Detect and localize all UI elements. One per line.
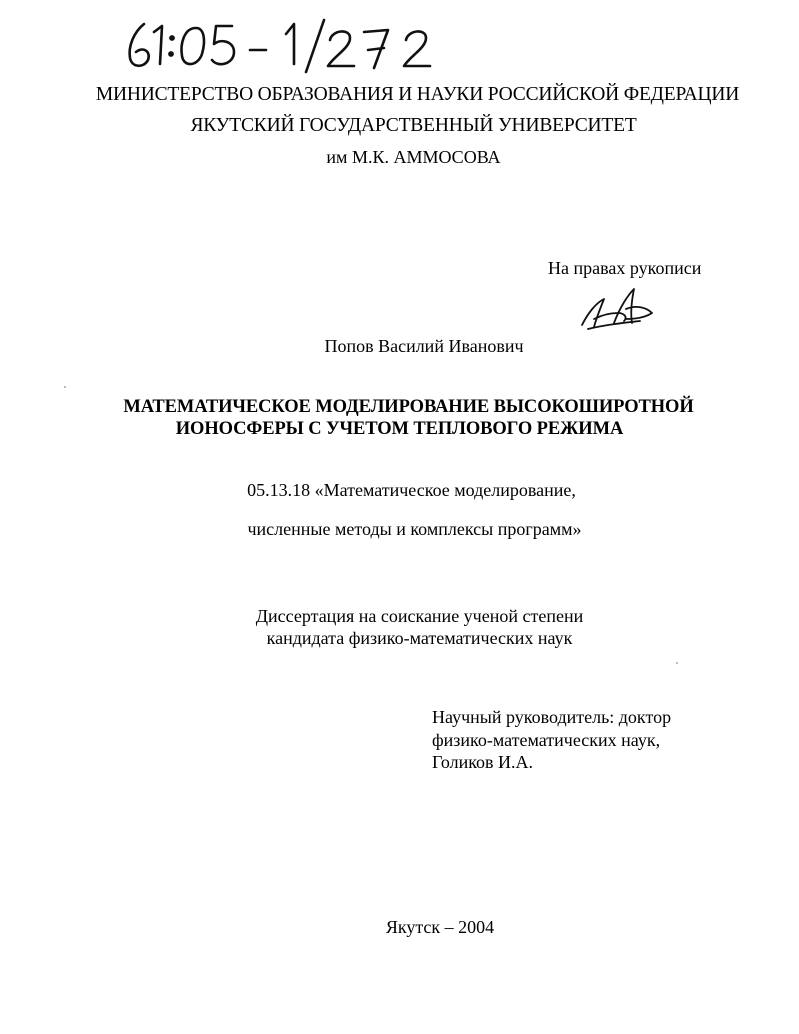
specialty-line: 05.13.18 «Математическое моделирование, (247, 480, 576, 500)
university-name: ЯКУТСКИЙ ГОСУДАРСТВЕННЫЙ УНИВЕРСИТЕТ (190, 115, 637, 136)
degree-statement (0, 605, 799, 649)
title-line: МАТЕМАТИЧЕСКОЕ МОДЕЛИРОВАНИЕ ВЫСОКОШИРОТНОЙ (123, 397, 694, 417)
scan-speck (64, 386, 66, 388)
signature-icon (574, 283, 660, 333)
city-and-year: Якутск – 2004 (385, 917, 495, 937)
handwritten-archive-number-icon (118, 14, 448, 74)
author-name: Попов Василий Иванович (324, 336, 524, 356)
degree-line: Диссертация на соискание ученой степени (255, 606, 584, 626)
advisor-line: Голиков И.А. (432, 752, 534, 772)
manuscript-rights-label: На правах рукописи (548, 258, 702, 278)
specialty (0, 479, 799, 540)
ministry-name: МИНИСТЕРСТВО ОБРАЗОВАНИЯ И НАУКИ РОССИЙСКОЙ ФЕДЕРАЦИИ (95, 84, 740, 105)
university-named-after: им М.К. АММОСОВА (326, 147, 501, 167)
dissertation-title (0, 396, 799, 440)
author-signature (574, 283, 660, 333)
advisor-line: Научный руководитель: доктор (432, 707, 672, 727)
archive-stamp (118, 14, 448, 74)
scientific-advisor (432, 706, 671, 774)
specialty-line: численные методы и комплексы программ» (247, 519, 582, 539)
degree-line: кандидата физико-математических наук (266, 628, 573, 648)
title-line: ИОНОСФЕРЫ С УЧЕТОМ ТЕПЛОВОГО РЕЖИМА (175, 419, 624, 439)
scan-speck (676, 662, 678, 664)
advisor-line: физико-математических наук, (432, 729, 661, 750)
